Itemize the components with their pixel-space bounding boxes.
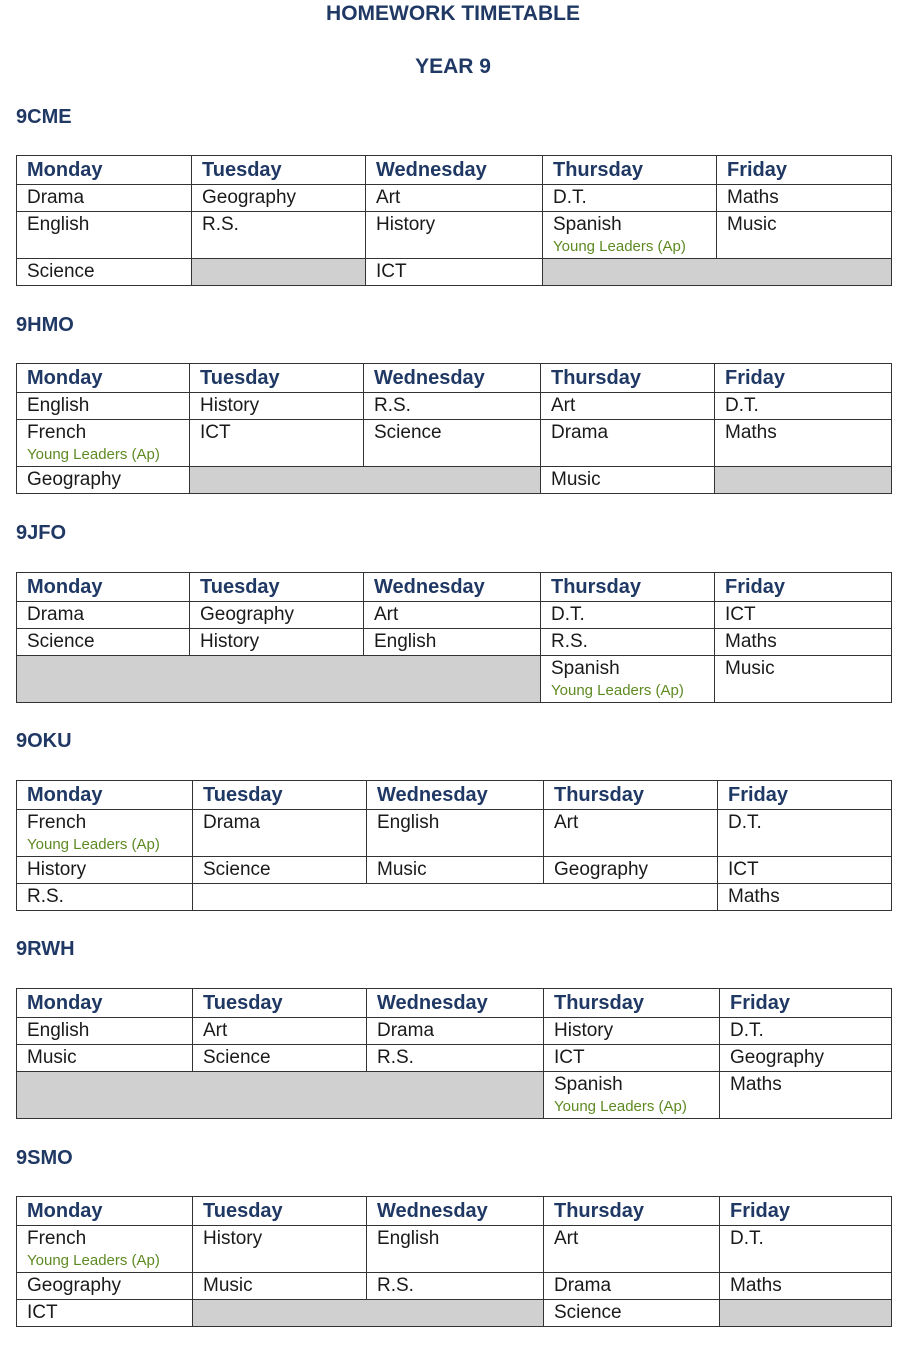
subject-label: History: [203, 1228, 263, 1249]
year-subtitle: YEAR 9: [415, 55, 491, 78]
day-header-wednesday: Wednesday: [367, 1197, 544, 1226]
subject-label: Art: [551, 395, 576, 416]
subject-label: R.S.: [27, 886, 64, 907]
subject-label: Music: [27, 1047, 77, 1068]
class-heading-9oku: 9OKU: [16, 730, 72, 752]
subject-cell: [17, 212, 192, 259]
table-row: [17, 393, 892, 420]
subject-cell: [190, 602, 364, 629]
subject-cell: [17, 1273, 193, 1300]
day-header-friday: Friday: [717, 156, 892, 185]
day-header-row: [17, 1197, 892, 1226]
subject-label: ICT: [200, 422, 231, 443]
subject-label: English: [27, 1020, 90, 1041]
subject-cell: [717, 212, 892, 259]
subject-cell: [364, 629, 541, 656]
subject-label: Maths: [730, 1275, 782, 1296]
timetable-9smo: [16, 1196, 892, 1327]
subject-cell: [720, 1072, 892, 1119]
subject-label: History: [554, 1020, 614, 1041]
subject-cell: [544, 1273, 720, 1300]
no-homework-cell: [715, 467, 892, 494]
subject-label: Science: [27, 261, 95, 282]
subject-label: History: [376, 214, 436, 235]
subject-label: Music: [377, 859, 427, 880]
subject-label: Maths: [728, 886, 780, 907]
subject-note: Young Leaders (Ap): [553, 238, 686, 255]
no-homework-cell: [720, 1300, 892, 1327]
subject-label: ICT: [725, 604, 756, 625]
subject-label: R.S.: [374, 395, 411, 416]
table-row: [17, 1273, 892, 1300]
no-homework-cell: [193, 1300, 544, 1327]
day-header-tuesday: Tuesday: [193, 989, 367, 1018]
subject-label: Geography: [730, 1047, 825, 1068]
subject-label: Geography: [27, 1275, 122, 1296]
subject-label: R.S.: [202, 214, 239, 235]
day-header-tuesday: Tuesday: [192, 156, 366, 185]
day-header-tuesday: Tuesday: [190, 364, 364, 393]
subject-cell: [17, 1300, 193, 1327]
subject-cell: [366, 185, 543, 212]
table-row: [17, 1226, 892, 1273]
subject-cell: [366, 259, 543, 286]
subject-label: Drama: [27, 604, 85, 625]
subject-cell: [364, 602, 541, 629]
day-header-wednesday: Wednesday: [367, 989, 544, 1018]
day-header-friday: Friday: [720, 989, 892, 1018]
day-header-wednesday: Wednesday: [367, 781, 544, 810]
subject-note: Young Leaders (Ap): [551, 682, 684, 699]
table-row: [17, 884, 892, 911]
day-header-tuesday: Tuesday: [193, 781, 367, 810]
day-header-thursday: Thursday: [544, 989, 720, 1018]
day-header-tuesday: Tuesday: [193, 1197, 367, 1226]
table-row: [17, 212, 892, 259]
subject-label: Maths: [727, 187, 779, 208]
day-header-monday: Monday: [17, 781, 193, 810]
subject-label: Science: [554, 1302, 622, 1323]
subject-label: Art: [554, 1228, 579, 1249]
day-header-monday: Monday: [17, 364, 190, 393]
subject-label: Spanish: [554, 1074, 623, 1095]
subject-cell: [17, 393, 190, 420]
subject-cell: [190, 629, 364, 656]
day-header-row: [17, 364, 892, 393]
day-header-monday: Monday: [17, 573, 190, 602]
subject-label: R.S.: [551, 631, 588, 652]
subject-cell: [720, 1018, 892, 1045]
day-header-row: [17, 573, 892, 602]
subject-cell: [715, 393, 892, 420]
subject-label: Spanish: [551, 658, 620, 679]
subject-cell: [17, 420, 190, 467]
subject-label: ICT: [376, 261, 407, 282]
subject-label: Drama: [554, 1275, 612, 1296]
subject-cell: [367, 1273, 544, 1300]
subject-label: History: [200, 631, 260, 652]
subject-cell: [367, 1018, 544, 1045]
subject-cell: [190, 393, 364, 420]
day-header-tuesday: Tuesday: [190, 573, 364, 602]
subject-cell: [715, 420, 892, 467]
no-homework-cell: [190, 467, 541, 494]
subject-cell: [544, 1018, 720, 1045]
subject-cell: [364, 420, 541, 467]
table-row: [17, 1072, 892, 1119]
subject-label: English: [374, 631, 437, 652]
timetable-9hmo: [16, 363, 892, 494]
subject-label: D.T.: [725, 395, 759, 416]
subject-label: English: [27, 395, 90, 416]
table-row: [17, 1300, 892, 1327]
class-heading-9cme: 9CME: [16, 106, 72, 128]
subject-cell: [193, 810, 367, 857]
subject-cell: [544, 1226, 720, 1273]
subject-label: Drama: [203, 812, 261, 833]
subject-label: Music: [551, 469, 601, 490]
no-homework-cell: [17, 656, 541, 703]
day-header-friday: Friday: [715, 364, 892, 393]
subject-label: Art: [374, 604, 399, 625]
subject-cell: [541, 393, 715, 420]
table-row: [17, 629, 892, 656]
subject-label: Maths: [730, 1074, 782, 1095]
table-row: [17, 467, 892, 494]
table-row: [17, 602, 892, 629]
subject-label: ICT: [728, 859, 759, 880]
subject-label: French: [27, 1228, 87, 1249]
subject-label: Music: [203, 1275, 253, 1296]
subject-label: Music: [725, 658, 775, 679]
subject-note: Young Leaders (Ap): [554, 1098, 687, 1115]
subject-label: ICT: [27, 1302, 58, 1323]
no-homework-cell: [17, 1072, 544, 1119]
timetable-9oku: [16, 780, 892, 911]
subject-cell: [541, 656, 715, 703]
subject-cell: [541, 420, 715, 467]
day-header-thursday: Thursday: [544, 1197, 720, 1226]
day-header-row: [17, 156, 892, 185]
subject-cell: [367, 810, 544, 857]
day-header-wednesday: Wednesday: [364, 364, 541, 393]
subject-cell: [718, 810, 892, 857]
day-header-row: [17, 781, 892, 810]
subject-label: D.T.: [551, 604, 585, 625]
subject-label: D.T.: [730, 1228, 764, 1249]
day-header-wednesday: Wednesday: [364, 573, 541, 602]
subject-cell: [720, 1273, 892, 1300]
subject-cell: [718, 857, 892, 884]
subject-label: Art: [554, 812, 579, 833]
subject-cell: [17, 185, 192, 212]
subject-note: Young Leaders (Ap): [27, 836, 160, 853]
subject-cell: [193, 1045, 367, 1072]
subject-cell: [367, 1045, 544, 1072]
class-heading-9rwh: 9RWH: [16, 938, 75, 960]
subject-cell: [17, 1226, 193, 1273]
subject-cell: [715, 602, 892, 629]
blank-cell: [193, 884, 718, 911]
timetable-9cme: [16, 155, 892, 286]
subject-label: D.T.: [553, 187, 587, 208]
subject-cell: [717, 185, 892, 212]
subject-label: English: [377, 812, 440, 833]
subject-cell: [544, 1045, 720, 1072]
subject-label: Geography: [554, 859, 649, 880]
day-header-thursday: Thursday: [543, 156, 717, 185]
day-header-row: [17, 989, 892, 1018]
subject-label: Spanish: [553, 214, 622, 235]
subject-label: Geography: [27, 469, 122, 490]
class-heading-9hmo: 9HMO: [16, 314, 74, 336]
subject-cell: [544, 810, 718, 857]
subject-label: D.T.: [730, 1020, 764, 1041]
subject-cell: [715, 629, 892, 656]
subject-cell: [17, 884, 193, 911]
day-header-monday: Monday: [17, 989, 193, 1018]
day-header-monday: Monday: [17, 156, 192, 185]
subject-label: English: [27, 214, 90, 235]
subject-note: Young Leaders (Ap): [27, 1252, 160, 1269]
subject-label: French: [27, 422, 87, 443]
subject-cell: [17, 602, 190, 629]
subject-cell: [720, 1045, 892, 1072]
subject-label: Science: [203, 859, 271, 880]
subject-cell: [544, 857, 718, 884]
subject-cell: [192, 185, 366, 212]
subject-cell: [715, 656, 892, 703]
subject-label: Drama: [27, 187, 85, 208]
subject-cell: [541, 602, 715, 629]
subject-cell: [17, 629, 190, 656]
day-header-friday: Friday: [715, 573, 892, 602]
day-header-thursday: Thursday: [541, 364, 715, 393]
table-row: [17, 420, 892, 467]
subject-cell: [367, 1226, 544, 1273]
subject-label: Geography: [200, 604, 295, 625]
class-heading-9smo: 9SMO: [16, 1147, 73, 1169]
day-header-friday: Friday: [720, 1197, 892, 1226]
subject-cell: [192, 212, 366, 259]
day-header-friday: Friday: [718, 781, 892, 810]
subject-note: Young Leaders (Ap): [27, 446, 160, 463]
subject-label: Music: [727, 214, 777, 235]
subject-cell: [17, 857, 193, 884]
subject-label: Maths: [725, 422, 777, 443]
subject-cell: [193, 857, 367, 884]
subject-label: Art: [376, 187, 401, 208]
subject-label: History: [27, 859, 87, 880]
subject-cell: [17, 259, 192, 286]
day-header-wednesday: Wednesday: [366, 156, 543, 185]
subject-cell: [366, 212, 543, 259]
subject-cell: [544, 1300, 720, 1327]
class-heading-9jfo: 9JFO: [16, 522, 67, 544]
subject-label: Maths: [725, 631, 777, 652]
no-homework-cell: [192, 259, 366, 286]
table-row: [17, 1018, 892, 1045]
subject-cell: [17, 1045, 193, 1072]
subject-label: Science: [374, 422, 442, 443]
subject-cell: [17, 1018, 193, 1045]
table-row: [17, 857, 892, 884]
subject-label: Geography: [202, 187, 297, 208]
table-row: [17, 185, 892, 212]
subject-cell: [541, 467, 715, 494]
subject-label: R.S.: [377, 1047, 414, 1068]
subject-label: History: [200, 395, 260, 416]
subject-cell: [364, 393, 541, 420]
subject-label: English: [377, 1228, 440, 1249]
subject-cell: [17, 810, 193, 857]
subject-label: D.T.: [728, 812, 762, 833]
subject-cell: [720, 1226, 892, 1273]
subject-cell: [190, 420, 364, 467]
timetable-9jfo: [16, 572, 892, 703]
subject-label: ICT: [554, 1047, 585, 1068]
timetable-9rwh: [16, 988, 892, 1119]
page-title: HOMEWORK TIMETABLE: [326, 2, 580, 25]
table-row: [17, 810, 892, 857]
subject-cell: [193, 1226, 367, 1273]
subject-cell: [193, 1273, 367, 1300]
subject-label: Drama: [377, 1020, 435, 1041]
subject-cell: [543, 212, 717, 259]
subject-label: Science: [203, 1047, 271, 1068]
subject-cell: [543, 185, 717, 212]
subject-cell: [17, 467, 190, 494]
subject-label: Science: [27, 631, 95, 652]
day-header-thursday: Thursday: [541, 573, 715, 602]
subject-label: Art: [203, 1020, 228, 1041]
subject-cell: [541, 629, 715, 656]
subject-label: R.S.: [377, 1275, 414, 1296]
day-header-monday: Monday: [17, 1197, 193, 1226]
subject-cell: [193, 1018, 367, 1045]
subject-label: French: [27, 812, 87, 833]
subject-cell: [544, 1072, 720, 1119]
table-row: [17, 656, 892, 703]
no-homework-cell: [543, 259, 892, 286]
subject-cell: [367, 857, 544, 884]
subject-cell: [718, 884, 892, 911]
day-header-thursday: Thursday: [544, 781, 718, 810]
table-row: [17, 259, 892, 286]
table-row: [17, 1045, 892, 1072]
subject-label: Drama: [551, 422, 609, 443]
